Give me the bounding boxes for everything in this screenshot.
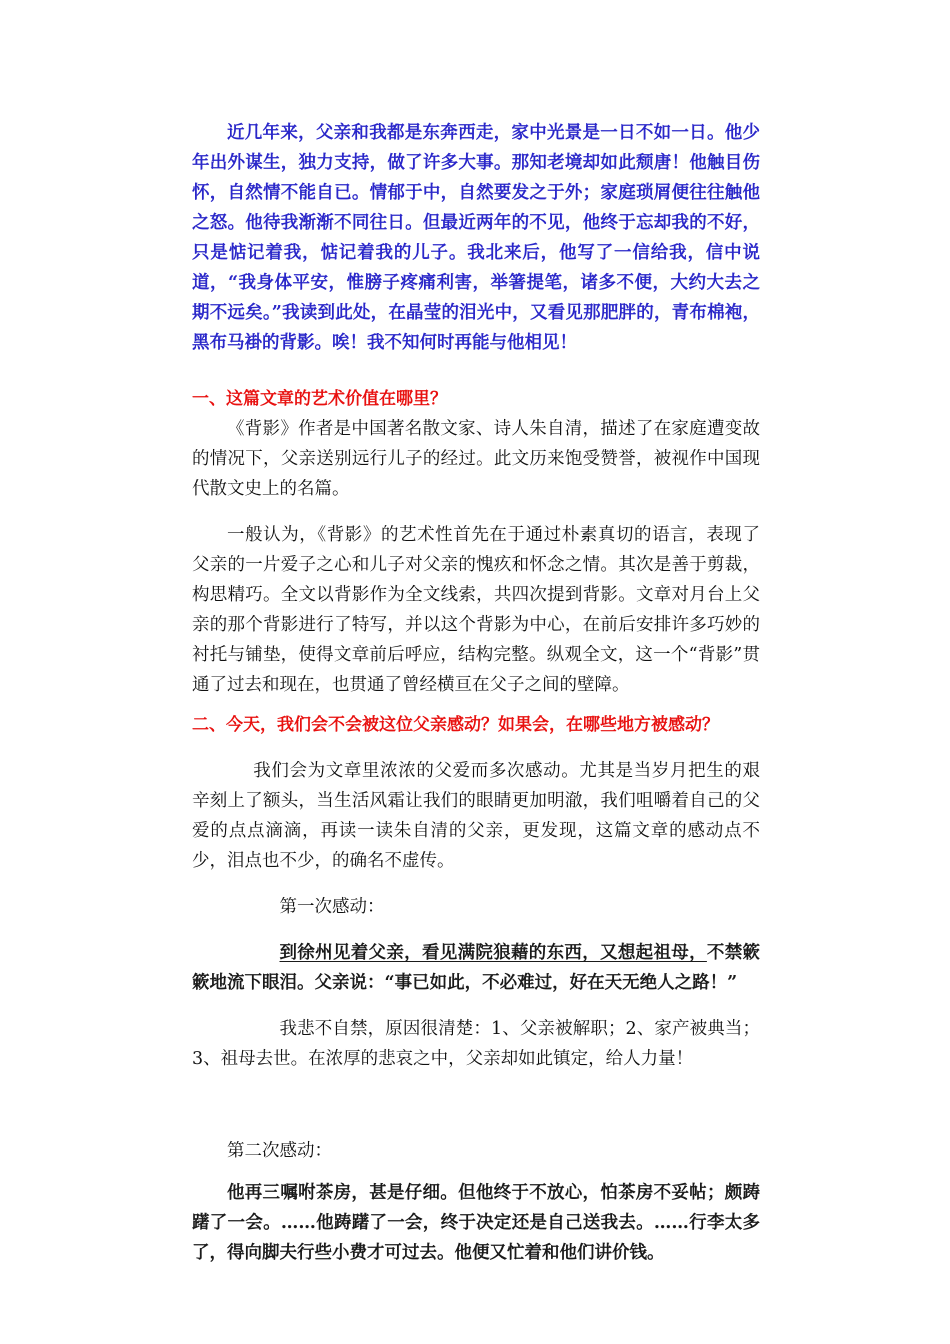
question-1-paragraph-2: 一般认为，《背影》的艺术性首先在于通过朴素真切的语言，表现了父亲的一片爱子之心和儿子对父亲的愧疚和怀念之情。其次是善于剪裁，构思精巧。全文以背影作为全文线索，共四次提到背影。文章对月台上父亲的那个背影进行了特写，并以这个背影为中心，在前后安排许多巧妙的衬托与铺垫，使得文章前后呼应，结构完整。纵观全文，这一个“背影”贯通了过去和现在，也贯通了曾经横亘在父子之间的壁障。 [192,525,760,695]
question-1-paragraph-1: 《背影》作者是中国著名散文家、诗人朱自清，描述了在家庭遭变故的情况下，父亲送别远行儿子的经过。此文历来饱受赞誉，被视作中国现代散文史上的名篇。 [192,419,760,499]
first-moving-quote [192,938,760,998]
first-moving-comment: 我悲不自禁，原因很清楚：1、父亲被解职；2、家产被典当；3、祖母去世。在浓厚的悲哀之中，父亲却如此镇定，给人力量！ [192,1019,760,1069]
quote-father-letter: 近几年来，父亲和我都是东奔西走，家中光景是一日不如一日。他少年出外谋生，独力支持，做了许多大事。那知老境却如此颓唐！他触目伤怀，自然情不能自已。情郁于中，自然要发之于外；家庭琐屑便往往触他之怒。他待我渐渐不同往日。但最近两年的不见，他终于忘却我的不好，只是惦记着我，惦记着我的儿子。我北来后，他写了一信给我，信中说道，“我身体平安，惟膀子疼痛利害，举箸提笔，诸多不便，大约大去之期不远矣。”我读到此处，在晶莹的泪光中，又看见那肥胖的，青布棉袍，黑布马褂的背影。唉！我不知何时再能与他相见！ [192,123,760,353]
question-1-heading: 一、这篇文章的艺术价值在哪里？ [192,389,447,409]
document-page [192,118,760,1268]
first-moving-label: 第一次感动： [279,897,385,917]
first-moving-quote-rest: 不禁簌簌地流下眼泪。父亲说：“事已如此，不必难过，好在天无绝人之路！” [192,943,761,993]
question-2-intro: 我们会为文章里浓浓的父爱而多次感动。尤其是当岁月把生的艰辛刻上了额头，当生活风霜让我们的眼睛更加明澈，我们咀嚼着自己的父爱的点点滴滴，再读一读朱自清的父亲，更发现，这篇文章的感动点不少，泪点也不少，的确名不虚传。 [192,761,760,871]
question-2-heading: 二、今天，我们会不会被这位父亲感动？如果会，在哪些地方被感动？ [192,715,719,735]
second-moving-quote: 他再三嘱咐茶房，甚是仔细。但他终于不放心，怕茶房不妥帖；颇踌躇了一会。……他踌躇了一会，终于决定还是自己送我去。……行李太多了，得向脚夫行些小费才可过去。他便又忙着和他们讲价钱。 [192,1183,760,1263]
first-moving-quote-underlined: 到徐州见着父亲，看见满院狼藉的东西，又想起祖母， [279,943,707,963]
second-moving-label: 第二次感动： [227,1141,332,1161]
